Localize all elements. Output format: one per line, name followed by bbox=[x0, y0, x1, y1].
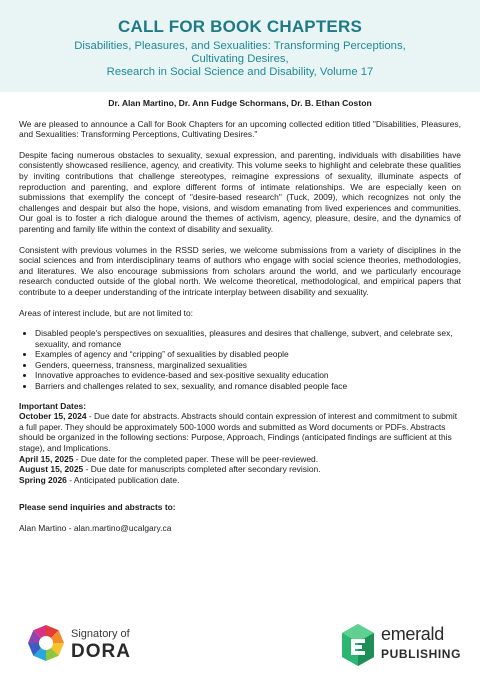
emerald-publishing-logo bbox=[340, 623, 470, 669]
subtitle-line: Research in Social Science and Disability, Volume 17 bbox=[106, 65, 374, 78]
contact-email[interactable]: Alan Martino - alan.martino@ucalgary.ca bbox=[19, 523, 172, 533]
interests-list bbox=[19, 328, 461, 392]
date-entry bbox=[19, 464, 461, 475]
header-banner bbox=[0, 0, 480, 92]
date-text: - Anticipated publication date. bbox=[66, 474, 180, 485]
publishing-wordmark: PUBLISHING bbox=[381, 647, 462, 661]
intro-paragraph: We are pleased to announce a Call for Book Chapters for an upcoming collected edition titled "Disabilities, Pleasures, and Sexualities: Transforming Perceptions, Cultivating Desires." bbox=[19, 118, 461, 140]
interests-intro: Areas of interest include, but are not limited to: bbox=[19, 307, 193, 318]
list-item: • Genders, queerness, transness, marginalized sexualities bbox=[35, 360, 461, 371]
date-label: August 15, 2025 bbox=[19, 464, 84, 475]
description-paragraph: Despite facing numerous obstacles to sexuality, sexual expression, and parenting, individuals with disabilities have consistently showcased resilience, agency, and creativity. This volume seeks to highlight and celebrate these qualities by inviting contributions that challenge stereotypes, reimagine expressions of sexuality, illuminate aspects of reproduction and parenting, and explore different forms of intimate relationships. We are especially keen on submissions that exemplify the concept of "desire-based research" (Tuck, 2009), which recognizes not only the challenges and despair but also the hope, visions, and wisdom emanating from lived experiences and communities. Our goal is to foster a rich dialogue around the themes of activism, agency, pleasure, desire, and the dynamics of parenting and family life within the context of disability and sexuality. bbox=[19, 149, 461, 234]
book-subtitle bbox=[0, 40, 480, 78]
dates-heading: Important Dates: bbox=[19, 400, 87, 411]
subtitle-line: Cultivating Desires, bbox=[191, 52, 289, 65]
dora-signatory-label: Signatory of bbox=[71, 628, 130, 640]
date-entry bbox=[19, 475, 461, 486]
date-label: April 15, 2025 bbox=[19, 453, 74, 464]
date-text: - Due date for the completed paper. These will be peer-reviewed. bbox=[73, 453, 319, 464]
inquiries-heading: Please send inquiries and abstracts to: bbox=[19, 502, 176, 513]
dora-signatory-badge bbox=[26, 621, 156, 667]
date-text: - Due date for abstracts. Abstracts should contain expression of interest and commitment to submit a full paper. They should be approximately 500-1000 words and submitted as Word documents or PDFs. Abstracts should be organized in the following sections: Purpose, Approach, Findings (anticipated findings are sufficient at this stage), and Implications. bbox=[19, 411, 458, 454]
date-label: October 15, 2024 bbox=[19, 411, 87, 422]
list-item: • Examples of agency and “cripping” of sexualities by disabled people bbox=[35, 349, 461, 360]
dora-name: DORA bbox=[71, 641, 131, 662]
list-item: • Barriers and challenges related to sex, sexuality, and romance disabled people face bbox=[35, 381, 461, 392]
subtitle-line: Disabilities, Pleasures, and Sexualities: Transforming Perceptions, bbox=[74, 40, 406, 52]
list-item: • Disabled people's perspectives on sexualities, pleasures and desires that challenge, subvert, and celebrate sex, sexuality, and romance bbox=[35, 328, 461, 349]
date-text: - Due date for manuscripts completed after secondary revision. bbox=[83, 464, 321, 475]
date-entry bbox=[19, 454, 461, 465]
submissions-paragraph: Consistent with previous volumes in the RSSD series, we welcome submissions from a variety of disciplines in the social sciences and from interdisciplinary teams of authors who engage with social science theories, methodologies, and literatures. We also encourage submissions from scholars around the world, and we particularly encourage research conducted outside of the global north. We welcome theoretical, methodological, and empirical papers that contribute to a deeper understanding of the intricate interplay between disability and sexuality. bbox=[19, 244, 461, 297]
emerald-wordmark: emerald bbox=[381, 624, 444, 644]
emerald-logo-icon bbox=[340, 623, 376, 667]
list-item: • Innovative approaches to evidence-based and sex-positive sexuality education bbox=[35, 370, 461, 381]
page-title: CALL FOR BOOK CHAPTERS bbox=[118, 17, 362, 36]
date-entry bbox=[19, 411, 461, 453]
editors-line: Dr. Alan Martino, Dr. Ann Fudge Schormans, Dr. B. Ethan Coston bbox=[108, 98, 372, 108]
call-body bbox=[19, 98, 461, 534]
date-label: Spring 2026 bbox=[19, 474, 67, 485]
dora-logo-icon bbox=[26, 623, 66, 663]
